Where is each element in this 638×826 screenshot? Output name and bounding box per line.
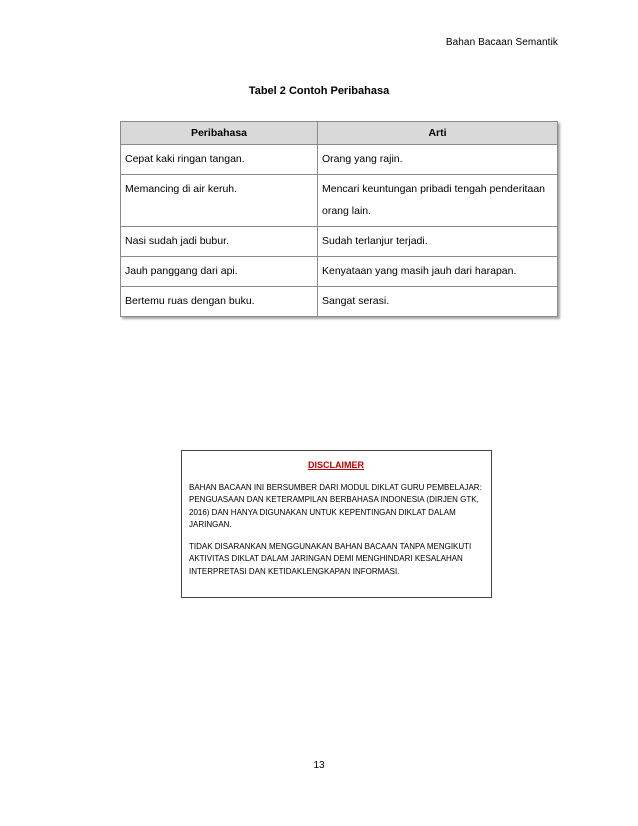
meaning-cell: Orang yang rajin. [318,145,558,175]
proverb-cell: Memancing di air keruh. [121,175,318,227]
table-row [121,227,558,257]
table-row [121,175,558,227]
disclaimer-title: DISCLAIMER [308,460,364,470]
proverb-cell: Jauh panggang dari api. [121,257,318,287]
meaning-cell: Sangat serasi. [318,287,558,317]
proverb-cell: Nasi sudah jadi bubur. [121,227,318,257]
page-number: 13 [313,760,325,771]
running-header: Bahan Bacaan Semantik [445,37,558,48]
disclaimer-box [181,450,492,598]
disclaimer-paragraph-warning: TIDAK DISARANKAN MENGGUNAKAN BAHAN BACAAN TANPA MENGIKUTI AKTIVITAS DIKLAT DALAM JARINGAN DEMI MENGHINDARI KESALAHAN INTERPRETASI DAN KETIDAKLENGKAPAN INFORMASI. [189,541,472,576]
table-row [121,257,558,287]
meaning-cell: Mencari keuntungan pribadi tengah penderitaan orang lain. [318,175,558,227]
table-header-row [121,122,558,145]
proverb-cell: Cepat kaki ringan tangan. [121,145,318,175]
table-row [121,145,558,175]
column-header-arti: Arti [318,122,558,145]
meaning-cell: Kenyataan yang masih jauh dari harapan. [318,257,558,287]
proverb-table [120,121,558,317]
proverb-cell: Bertemu ruas dengan buku. [121,287,318,317]
disclaimer-paragraph-source: BAHAN BACAAN INI BERSUMBER DARI MODUL DIKLAT GURU PEMBELAJAR: PENGUASAAN DAN KETERAMPILAN BERBAHASA INDONESIA (DIRJEN GTK, 2016) DAN HANYA DIGUNAKAN UNTUK KEPENTINGAN DIKLAT DALAM JARINGAN. [189,482,482,529]
table-row [121,287,558,317]
table-title: Tabel 2 Contoh Peribahasa [248,85,390,97]
column-header-peribahasa: Peribahasa [121,122,318,145]
meaning-cell: Sudah terlanjur terjadi. [318,227,558,257]
